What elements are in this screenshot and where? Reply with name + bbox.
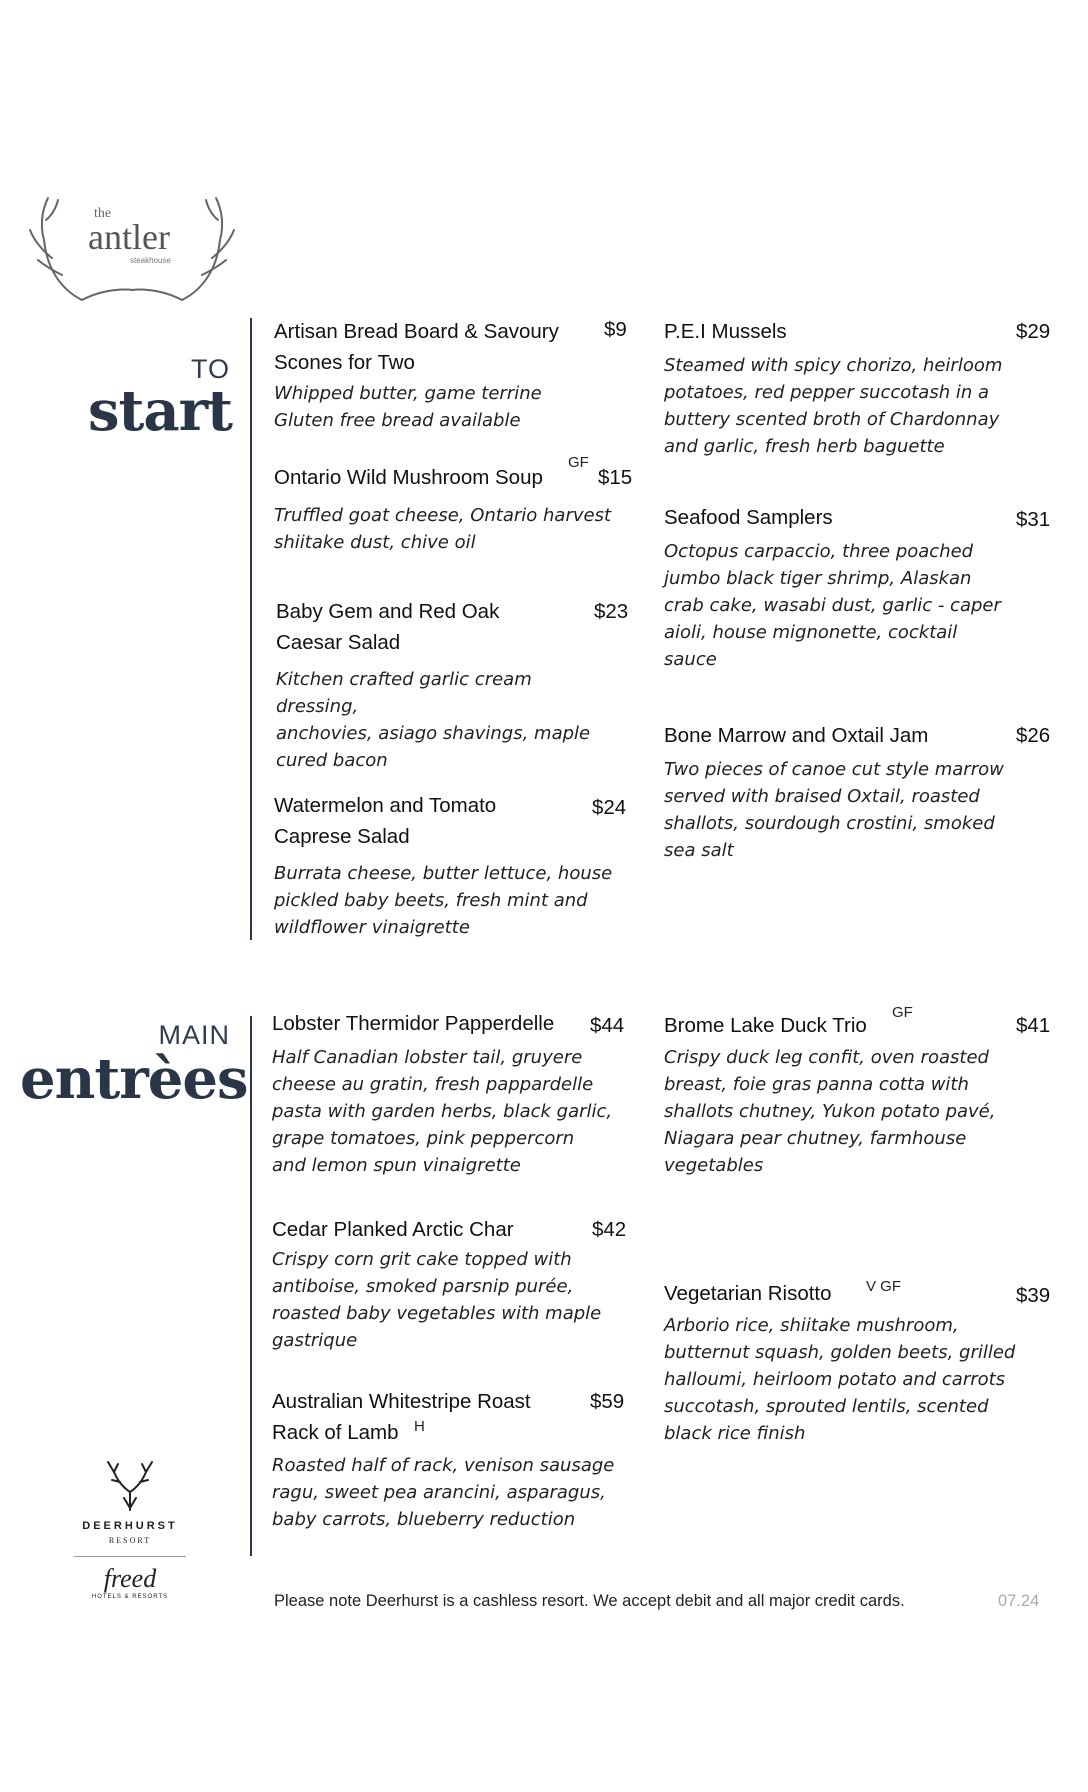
item-title: Baby Gem and Red Oak Caesar Salad (276, 600, 500, 654)
item-title: Seafood Samplers (664, 506, 833, 529)
logo-antler: antler (88, 217, 170, 257)
deer-antlers-icon (102, 1458, 158, 1514)
section-entrees-heading: entrèes (20, 1046, 248, 1112)
item-description: Two pieces of canoe cut style marrow served with braised Oxtail, roasted shallots, sourdough crostini, smoked sea salt (664, 759, 1004, 861)
item-title: Cedar Planked Arctic Char (272, 1218, 514, 1241)
halal-tag: H (414, 1418, 425, 1435)
item-title: Ontario Wild Mushroom Soup (274, 466, 543, 489)
brand-divider (74, 1556, 186, 1557)
section-to-label: TO (190, 354, 230, 384)
freed-sub: HOTELS & RESORTS (91, 1594, 169, 1600)
item-price: $24 (592, 796, 627, 819)
item-price: $9 (604, 318, 627, 341)
item-title: Lobster Thermidor Papperdelle (272, 1012, 555, 1035)
section-start-heading: start (87, 378, 232, 444)
deerhurst-name: DEERHURST (82, 1520, 178, 1532)
item-description: Truffled goat cheese, Ontario harvest shiitake dust, chive oil (274, 505, 612, 553)
item-description: Octopus carpaccio, three poached jumbo black tiger shrimp, Alaskan crab cake, wasabi dust, garlic - caper aioli, house mignonette, cocktail sauce (664, 541, 1001, 670)
section-divider-start (250, 318, 252, 940)
item-description: Whipped butter, game terrine Gluten free bread available (274, 383, 542, 431)
item-title: Brome Lake Duck Trio (664, 1014, 867, 1037)
item-description: Burrata cheese, butter lettuce, house pickled baby beets, fresh mint and wildflower vinaigrette (274, 863, 613, 938)
item-price: $39 (1016, 1284, 1051, 1307)
the-antler-logo (22, 180, 242, 320)
section-divider-entrees (250, 1016, 252, 1556)
item-price: $15 (598, 466, 633, 489)
logo-the: the (94, 206, 112, 221)
freed-name: freed (103, 1564, 157, 1593)
item-title: P.E.I Mussels (664, 320, 787, 343)
footer-note: Please note Deerhurst is a cashless resort. We accept debit and all major credit cards. (274, 1592, 905, 1610)
item-description: Half Canadian lobster tail, gruyere cheese au gratin, fresh pappardelle pasta with garden herbs, black garlic, grape tomatoes, pink peppercorn and lemon spun vinaigrette (272, 1047, 613, 1176)
item-description: Roasted half of rack, venison sausage ragu, sweet pea arancini, asparagus, baby carrots, blueberry reduction (272, 1455, 615, 1530)
freed-logo (84, 1566, 176, 1600)
dietary-tag: V GF (866, 1278, 902, 1295)
item-price: $42 (592, 1218, 627, 1241)
item-description: Crispy duck leg confit, oven roasted breast, foie gras panna cotta with shallots chutney, Yukon potato pavé, Niagara pear chutney, farmhouse vegetables (664, 1047, 996, 1176)
item-description: Kitchen crafted garlic cream dressing, anchovies, asiago shavings, maple cured bacon (276, 669, 591, 771)
item-price: $44 (590, 1014, 625, 1037)
item-description: Crispy corn grit cake topped with antiboise, smoked parsnip purée, roasted baby vegetables with maple gastrique (272, 1249, 602, 1351)
item-price: $26 (1016, 724, 1051, 747)
item-description: Steamed with spicy chorizo, heirloom potatoes, red pepper succotash in a buttery scented broth of Chardonnay and garlic, fresh herb baguette (664, 355, 1003, 457)
gluten-free-tag: GF (568, 454, 589, 471)
item-price: $23 (594, 600, 629, 623)
section-main-label: MAIN (158, 1020, 230, 1050)
item-price: $41 (1016, 1014, 1051, 1037)
item-price: $59 (590, 1390, 625, 1413)
item-price: $29 (1016, 320, 1051, 343)
item-title: Bone Marrow and Oxtail Jam (664, 724, 929, 747)
item-title: Australian Whitestripe Roast Rack of Lamb (272, 1390, 531, 1444)
item-title: Watermelon and Tomato Caprese Salad (274, 794, 497, 848)
logo-steakhouse: steakhouse (130, 256, 171, 265)
deerhurst-resort: RESORT (108, 1536, 152, 1545)
gluten-free-tag: GF (892, 1004, 913, 1021)
item-price: $31 (1016, 508, 1051, 531)
item-description: Arborio rice, shiitake mushroom, butternut squash, golden beets, grilled halloumi, heirloom potato and carrots succotash, sprouted lentils, scented black rice finish (664, 1315, 1016, 1444)
item-title: Artisan Bread Board & Savoury Scones for Two (274, 320, 559, 374)
item-title: Vegetarian Risotto (664, 1282, 832, 1305)
menu-date: 07.24 (998, 1592, 1040, 1610)
